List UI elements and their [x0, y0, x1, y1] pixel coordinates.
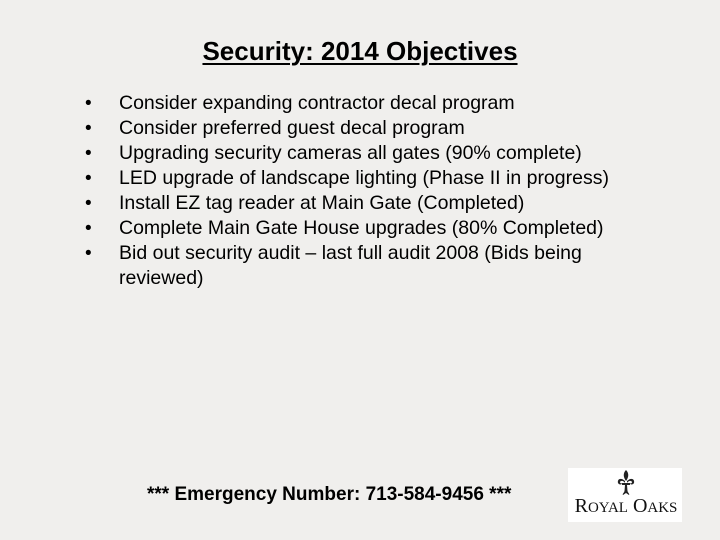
list-item-text: LED upgrade of landscape lighting (Phase II in progress) — [119, 167, 609, 189]
slide-title: Security: 2014 Objectives — [202, 36, 518, 66]
list-item-text: Upgrading security cameras all gates (90% complete) — [119, 142, 582, 164]
list-item — [85, 91, 645, 116]
list-item — [85, 141, 645, 166]
list-item-text: Complete Main Gate House upgrades (80% Completed) — [119, 217, 604, 239]
royal-oaks-logo — [568, 468, 682, 522]
bullet-icon: • — [85, 93, 92, 114]
bullet-icon: • — [85, 143, 92, 164]
list-item — [85, 241, 645, 291]
list-item-text: Install EZ tag reader at Main Gate (Completed) — [119, 192, 525, 214]
fleur-de-lis-icon — [616, 469, 636, 496]
list-item-text: Consider expanding contractor decal program — [119, 92, 515, 114]
list-item-text: Bid out security audit – last full audit 2008 (Bids being reviewed) — [119, 242, 582, 289]
logo-wordmark: ROYAL OAKS — [574, 495, 678, 517]
list-item — [85, 166, 645, 191]
list-item-text: Consider preferred guest decal program — [119, 117, 465, 139]
list-item — [85, 191, 645, 216]
emergency-number: *** Emergency Number: 713-584-9456 *** — [147, 484, 512, 505]
list-item — [85, 216, 645, 241]
bullet-icon: • — [85, 243, 92, 264]
bullet-icon: • — [85, 218, 92, 239]
bullet-icon: • — [85, 193, 92, 214]
list-item — [85, 116, 645, 141]
bullet-icon: • — [85, 118, 92, 139]
objectives-list — [85, 91, 645, 291]
bullet-icon: • — [85, 168, 92, 189]
